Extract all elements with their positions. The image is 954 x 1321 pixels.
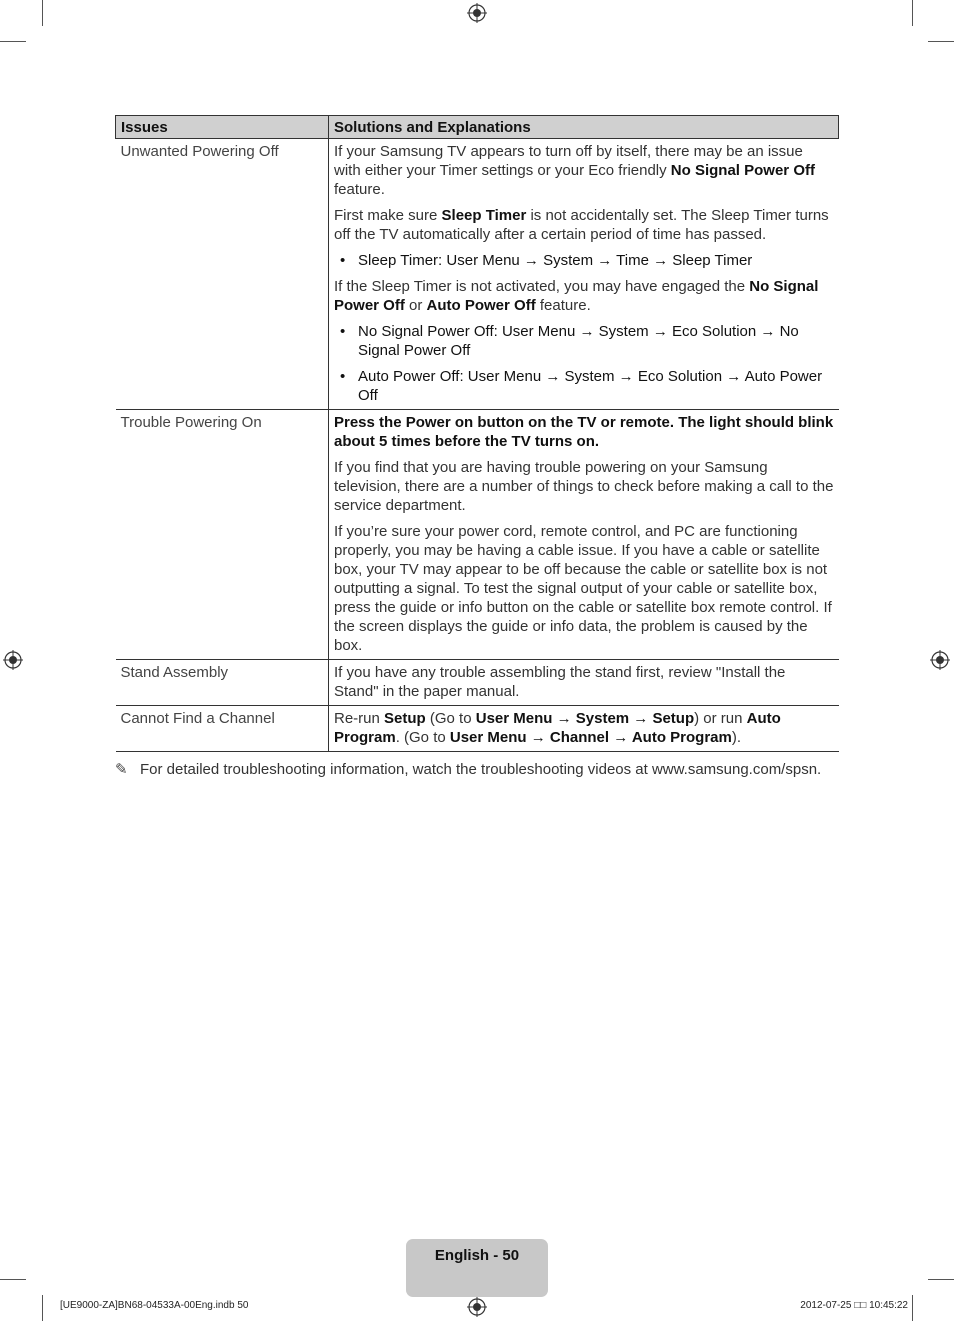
menu-path: User Menu → System → Eco Solution → Auto Power Off bbox=[358, 368, 823, 404]
bold-text: Setup bbox=[384, 710, 426, 727]
bold-text: No Signal Power Off bbox=[334, 278, 819, 314]
issue-cell: Stand Assembly bbox=[116, 660, 329, 706]
issue-cell: Trouble Powering On bbox=[116, 410, 329, 660]
crop-mark bbox=[912, 1295, 913, 1321]
page-number-tab bbox=[406, 1239, 548, 1297]
paragraph bbox=[334, 142, 834, 199]
footer-file-info: [UE9000-ZA]BN68-04533A-00Eng.indb 50 bbox=[60, 1300, 249, 1311]
issue-cell: Cannot Find a Channel bbox=[116, 706, 329, 752]
bold-text: User Menu → System → Setup bbox=[475, 710, 695, 727]
text: . (Go to bbox=[395, 729, 450, 746]
bold-text: Auto Power Off bbox=[426, 297, 536, 314]
text: If your Samsung TV appears to turn off by itself, there may be an issue with either your Timer settings or your Eco friendly bbox=[334, 143, 803, 179]
text: : bbox=[459, 368, 468, 385]
text: : bbox=[438, 252, 447, 269]
table-row bbox=[116, 410, 839, 660]
table-row bbox=[116, 660, 839, 706]
paragraph bbox=[334, 413, 834, 451]
registration-mark-icon bbox=[467, 1297, 487, 1317]
paragraph bbox=[334, 277, 834, 315]
crop-mark bbox=[0, 1279, 26, 1280]
crop-mark bbox=[42, 1295, 43, 1321]
text: No Signal Power Off bbox=[358, 323, 494, 340]
table-header-row bbox=[116, 116, 839, 139]
pencil-note-icon: ✎ bbox=[115, 761, 128, 778]
registration-mark-icon bbox=[930, 650, 950, 670]
table-row bbox=[116, 706, 839, 752]
text: (Go to bbox=[425, 710, 476, 727]
solution-cell bbox=[329, 139, 839, 410]
bullet-list bbox=[334, 251, 834, 270]
text: Auto Power Off bbox=[358, 368, 460, 385]
text: If the Sleep Timer is not activated, you may have engaged the bbox=[334, 278, 750, 295]
note-text: For detailed troubleshooting information, watch the troubleshooting videos at www.samsung.com/spsn. bbox=[140, 761, 822, 778]
issue-cell: Unwanted Powering Off bbox=[116, 139, 329, 410]
list-item bbox=[358, 367, 834, 405]
troubleshooting-note bbox=[115, 760, 839, 779]
text: First make sure bbox=[334, 207, 442, 224]
bold-text: No Signal Power Off bbox=[670, 162, 815, 179]
menu-path: User Menu → System → Time → Sleep Timer bbox=[446, 252, 753, 269]
text: : bbox=[493, 323, 502, 340]
text: Re-run bbox=[334, 710, 385, 727]
bold-text: Auto Program bbox=[334, 710, 781, 746]
text: is not accidentally set. The Sleep Timer turns off the TV automatically after a certain period of time has passed. bbox=[334, 207, 829, 243]
registration-mark-icon bbox=[3, 650, 23, 670]
solutions-column-header: Solutions and Explanations bbox=[329, 116, 839, 139]
bold-text: Press the Power on button on the TV or remote. The light should blink about 5 times before the TV turns on. bbox=[334, 414, 834, 450]
paragraph bbox=[334, 206, 834, 244]
solution-cell bbox=[329, 706, 839, 752]
table-row bbox=[116, 139, 839, 410]
crop-mark bbox=[42, 0, 43, 26]
troubleshooting-table bbox=[115, 115, 839, 752]
footer-datetime: 2012-07-25 □□ 10:45:22 bbox=[800, 1300, 908, 1311]
paragraph: If you have any trouble assembling the stand first, review "Install the Stand" in the paper manual. bbox=[334, 664, 786, 700]
menu-path: User Menu → System → Eco Solution → No Signal Power Off bbox=[358, 323, 799, 359]
bold-text: User Menu → Channel → Auto Program bbox=[449, 729, 732, 746]
text: or bbox=[404, 297, 427, 314]
page-label: English - 50 bbox=[434, 1247, 520, 1264]
bold-text: Sleep Timer bbox=[441, 207, 527, 224]
issues-column-header: Issues bbox=[116, 116, 329, 139]
paragraph: If you find that you are having trouble powering on your Samsung television, there are a number of things to check before making a call to the service department. bbox=[334, 459, 834, 514]
solution-cell bbox=[329, 410, 839, 660]
text: ). bbox=[731, 729, 742, 746]
crop-mark bbox=[928, 1279, 954, 1280]
paragraph bbox=[334, 709, 834, 747]
registration-mark-icon bbox=[467, 3, 487, 23]
paragraph: If you’re sure your power cord, remote control, and PC are functioning properly, you may be having a cable issue. If you have a cable or satellite box, your TV may appear to be off because the cable or satellite box is not outputting a signal. To test the signal output of your cable or satellite box, press the guide or info button on the cable or satellite box remote control. If the screen displays the guide or info data, the problem is caused by the box. bbox=[334, 523, 832, 654]
solution-cell bbox=[329, 660, 839, 706]
crop-mark bbox=[912, 0, 913, 26]
text: ) or run bbox=[694, 710, 747, 727]
text: feature. bbox=[535, 297, 591, 314]
bullet-list bbox=[334, 322, 834, 405]
list-item bbox=[358, 251, 834, 270]
text: Sleep Timer bbox=[358, 252, 439, 269]
crop-mark bbox=[928, 41, 954, 42]
list-item bbox=[358, 322, 834, 360]
text: feature. bbox=[334, 181, 385, 198]
crop-mark bbox=[0, 41, 26, 42]
